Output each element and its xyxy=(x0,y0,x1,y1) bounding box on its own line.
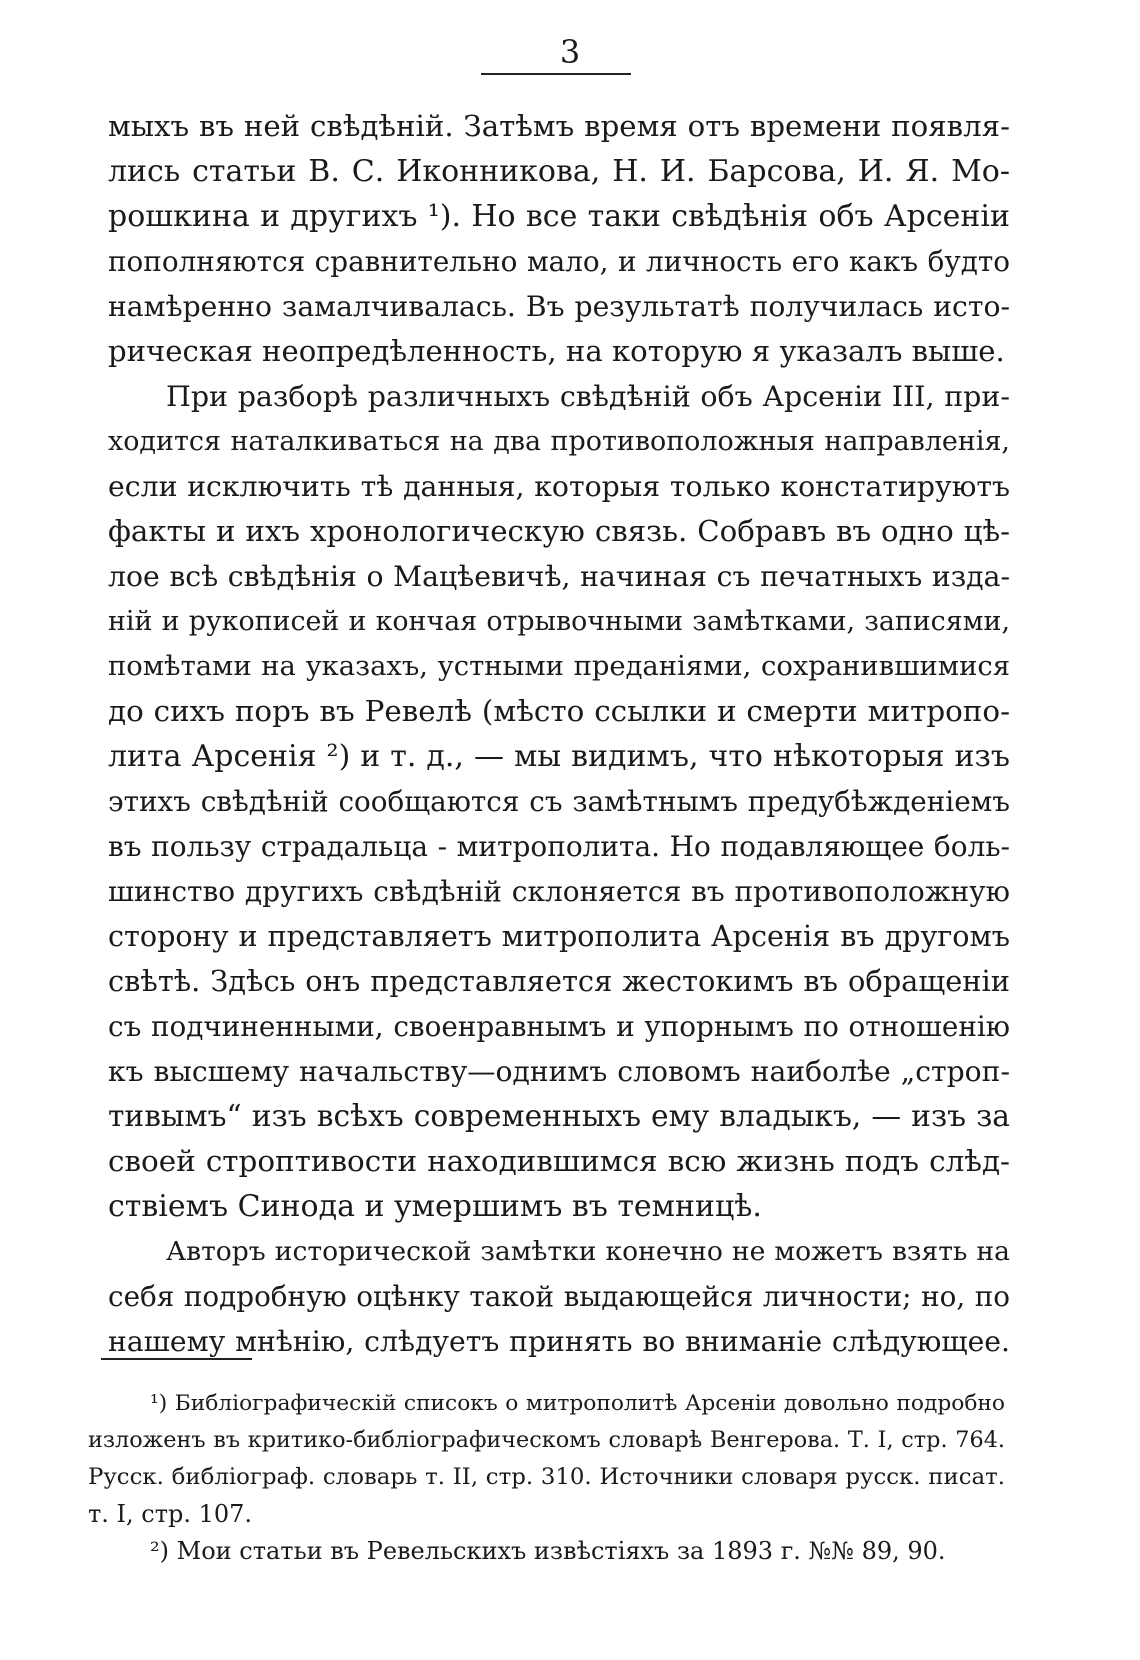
text-line: Авторъ исторической замѣтки конечно не можетъ взять на xyxy=(166,1236,1010,1267)
text-line: лое всѣ свѣдѣнія о Мацѣевичѣ, начиная съ печатныхъ изда- xyxy=(108,560,1010,593)
footnote-line: ¹) Библіографическій списокъ о митрополитѣ Арсеніи довольно подробно xyxy=(150,1391,1005,1416)
footnote-line: Русск. библіограф. словарь т. II, стр. 310. Источники словаря русск. писат. xyxy=(88,1464,1005,1490)
footnote-rule xyxy=(101,1358,252,1360)
text-line: рическая неопредѣленность, на которую я указалъ выше. xyxy=(108,334,1005,368)
text-line: своей строптивости находившимся всю жизнь подъ слѣд- xyxy=(108,1144,1010,1178)
text-line: къ высшему начальству—однимъ словомъ наиболѣе „строп- xyxy=(108,1055,1010,1088)
text-line: тивымъ“ изъ всѣхъ современныхъ ему владыкъ, — изъ за xyxy=(108,1099,1010,1134)
text-line: факты и ихъ хронологическую связь. Собравъ въ одно цѣ- xyxy=(108,514,1010,548)
text-line: При разборѣ различныхъ свѣдѣній объ Арсеніи III, при- xyxy=(166,380,1010,413)
text-line: въ пользу страдальца - митрополита. Но подавляющее боль- xyxy=(108,830,1010,863)
footnote-line: изложенъ въ критико-библіографическомъ словарѣ Венгерова. Т. I, стр. 764. xyxy=(88,1427,1005,1453)
text-line: до сихъ поръ въ Ревелѣ (мѣсто ссылки и смерти митропо- xyxy=(108,694,1010,728)
page-number: 3 xyxy=(559,33,581,71)
text-line: съ подчиненными, своенравнымъ и упорнымъ по отношенію xyxy=(108,1010,1010,1043)
text-line: ній и рукописей и кончая отрывочными замѣтками, записями, xyxy=(108,606,1010,637)
text-line: ствіемъ Синода и умершимъ въ темницѣ. xyxy=(108,1189,762,1224)
text-line: себя подробную оцѣнку такой выдающейся личности; но, по xyxy=(108,1280,1010,1313)
body-text xyxy=(108,104,1010,1364)
footnote-line: т. I, стр. 107. xyxy=(88,1500,253,1528)
text-line: шинство другихъ свѣдѣній склоняется въ противоположную xyxy=(108,875,1010,908)
text-line: лита Арсенія ²) и т. д., — мы видимъ, что нѣкоторыя изъ xyxy=(108,739,1010,774)
header-rule xyxy=(481,73,631,75)
footnotes xyxy=(88,1385,1005,1570)
text-line: мыхъ въ ней свѣдѣній. Затѣмъ время отъ времени появля- xyxy=(108,109,1010,143)
text-line: свѣтѣ. Здѣсь онъ представляется жестокимъ въ обращеніи xyxy=(108,964,1010,998)
text-line: ходится наталкиваться на два противоположныя направленія, xyxy=(108,426,1010,457)
text-line: намѣренно замалчивалась. Въ результатѣ получилась исто- xyxy=(108,290,1010,323)
text-line: пополняются сравнительно мало, и личность его какъ будто xyxy=(108,245,1010,278)
text-line: лись статьи В. С. Иконникова, Н. И. Барсова, И. Я. Мо- xyxy=(108,154,1010,189)
text-line: помѣтами на указахъ, устными преданіями, сохранившимися xyxy=(108,651,1010,682)
text-line: сторону и представляетъ митрополита Арсенія въ другомъ xyxy=(108,919,1010,953)
text-line: если исключить тѣ данныя, которыя только констатируютъ xyxy=(108,470,1010,503)
text-line: нашему мнѣнію, слѣдуетъ принять во вниманіе слѣдующее. xyxy=(108,1325,1010,1358)
footnote-line: ²) Мои статьи въ Ревельскихъ извѣстіяхъ за 1893 г. №№ 89, 90. xyxy=(150,1537,946,1565)
text-line: этихъ свѣдѣній сообщаются съ замѣтнымъ предубѣжденіемъ xyxy=(108,785,1010,818)
text-line: рошкина и другихъ ¹). Но все таки свѣдѣнія объ Арсеніи xyxy=(108,199,1010,234)
